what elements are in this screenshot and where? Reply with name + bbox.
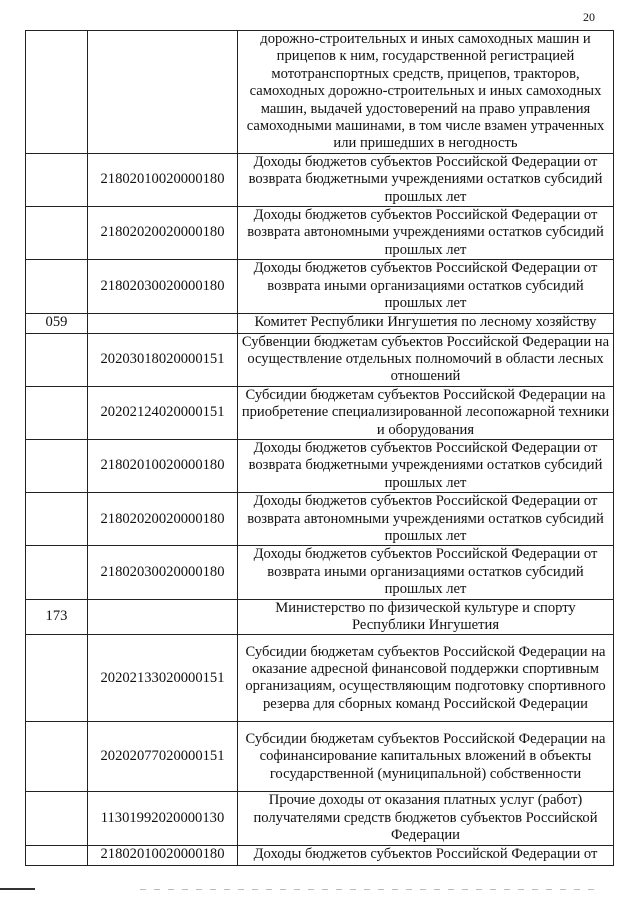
- description-cell: Доходы бюджетов субъектов Российской Федерации от возврата автономными учреждениями остатков субсидий прошлых лет: [238, 493, 614, 546]
- admin-code-cell: [26, 153, 88, 206]
- revenue-code-cell: 21802030020000180: [88, 260, 238, 313]
- description-cell: Доходы бюджетов субъектов Российской Федерации от возврата бюджетными учреждениями остатков субсидий прошлых лет: [238, 153, 614, 206]
- page-number: 20: [583, 10, 595, 24]
- table-row: [26, 386, 614, 439]
- table-row: [26, 313, 614, 333]
- description-cell: Комитет Республики Ингушетия по лесному хозяйству: [238, 313, 614, 333]
- description-cell: Субсидии бюджетам субъектов Российской Федерации на софинансирование капитальных вложений в объекты государственной (муниципальной) собственности: [238, 722, 614, 792]
- description-cell: Доходы бюджетов субъектов Российской Федерации от: [238, 845, 614, 865]
- description-cell: Субсидии бюджетам субъектов Российской Федерации на приобретение специализированной лесопожарной техники и оборудования: [238, 386, 614, 439]
- table-row: [26, 207, 614, 260]
- description-cell: Субсидии бюджетам субъектов Российской Федерации на оказание адресной финансовой поддержки спортивным организациям, осуществляющим подготовку спортивного резерва для сборных команд Российской Федерации: [238, 635, 614, 722]
- revenue-code-cell: 21802010020000180: [88, 439, 238, 492]
- table-row: [26, 722, 614, 792]
- revenue-code-cell: 11301992020000130: [88, 792, 238, 845]
- admin-code-cell: [26, 546, 88, 599]
- revenue-code-cell: 20202077020000151: [88, 722, 238, 792]
- revenue-code-cell: [88, 31, 238, 154]
- description-cell: Министерство по физической культуре и спорту Республики Ингушетия: [238, 599, 614, 635]
- revenue-code-cell: 20202124020000151: [88, 386, 238, 439]
- admin-code-cell: [26, 792, 88, 845]
- table-row: [26, 635, 614, 722]
- revenue-code-cell: 20202133020000151: [88, 635, 238, 722]
- budget-classification-table: [25, 30, 614, 866]
- admin-code-cell: [26, 439, 88, 492]
- admin-code-cell: 173: [26, 599, 88, 635]
- admin-code-cell: [26, 635, 88, 722]
- description-cell: Субвенции бюджетам субъектов Российской Федерации на осуществление отдельных полномочий в области лесных отношений: [238, 333, 614, 386]
- admin-code-cell: [26, 845, 88, 865]
- revenue-code-cell: 21802010020000180: [88, 153, 238, 206]
- revenue-code-cell: [88, 313, 238, 333]
- revenue-code-cell: [88, 599, 238, 635]
- revenue-code-cell: 20203018020000151: [88, 333, 238, 386]
- admin-code-cell: [26, 722, 88, 792]
- revenue-code-cell: 21802010020000180: [88, 845, 238, 865]
- table-row: [26, 31, 614, 154]
- admin-code-cell: [26, 260, 88, 313]
- table-row: [26, 439, 614, 492]
- admin-code-cell: [26, 386, 88, 439]
- table-row: [26, 546, 614, 599]
- description-cell: дорожно-строительных и иных самоходных машин и прицепов к ним, государственной регистрацией мототранспортных средств, прицепов, тракторов, самоходных дорожно-строительных и иных самоходных машин, выдачей удостоверений на право управления самоходными машинами, в том числе взамен утраченных или пришедших в негодность: [238, 31, 614, 154]
- admin-code-cell: [26, 493, 88, 546]
- table-row: [26, 845, 614, 865]
- table-row: [26, 599, 614, 635]
- table-row: [26, 493, 614, 546]
- table-row: [26, 260, 614, 313]
- description-cell: Доходы бюджетов субъектов Российской Федерации от возврата бюджетными учреждениями остатков субсидий прошлых лет: [238, 439, 614, 492]
- table-row: [26, 153, 614, 206]
- admin-code-cell: [26, 333, 88, 386]
- revenue-code-cell: 21802030020000180: [88, 546, 238, 599]
- revenue-code-cell: 21802020020000180: [88, 207, 238, 260]
- admin-code-cell: 059: [26, 313, 88, 333]
- table-row: [26, 792, 614, 845]
- description-cell: Доходы бюджетов субъектов Российской Федерации от возврата иными организациями остатков субсидий прошлых лет: [238, 546, 614, 599]
- revenue-code-cell: 21802020020000180: [88, 493, 238, 546]
- description-cell: Доходы бюджетов субъектов Российской Федерации от возврата иными организациями остатков субсидий прошлых лет: [238, 260, 614, 313]
- scan-bottom-edge: [0, 888, 640, 890]
- admin-code-cell: [26, 207, 88, 260]
- description-cell: Прочие доходы от оказания платных услуг (работ) получателями средств бюджетов субъектов Российской Федерации: [238, 792, 614, 845]
- description-cell: Доходы бюджетов субъектов Российской Федерации от возврата автономными учреждениями остатков субсидий прошлых лет: [238, 207, 614, 260]
- admin-code-cell: [26, 31, 88, 154]
- table-row: [26, 333, 614, 386]
